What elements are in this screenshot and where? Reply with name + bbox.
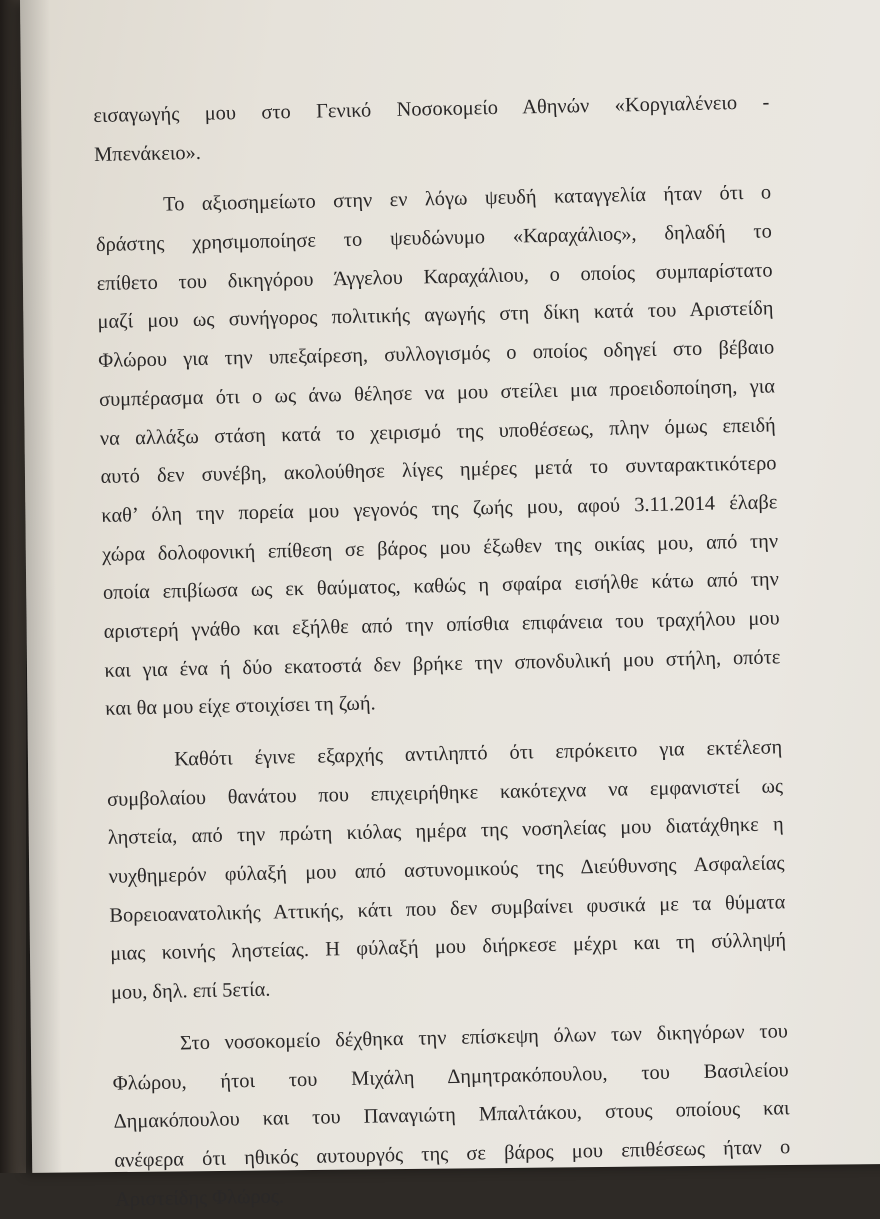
text-line: επίθετο του δικηγόρου Άγγελου Καραχάλιου, ο οποίος συμπαρίστατο [96, 259, 773, 295]
text-line: αυτό δεν συνέβη, ακολούθησε λίγες ημέρες μετά το συνταρακτικότερο [100, 452, 777, 489]
text-line: Φλώρου για την υπεξαίρεση, συλλογισμός ο οποίος οδηγεί στο βέβαιο [98, 336, 775, 373]
text-line: καθ’ όλη την πορεία μου γεγονός της ζωής μου, αφού 3.11.2014 έλαβε [101, 491, 778, 527]
text-line: μιας κοινής ληστείας. Η φύλαξή μου διήρκεσε μέχρι και τη σύλληψή [109, 929, 787, 966]
paragraph [112, 1012, 792, 1219]
text-line: Δημακόπουλου και του Παναγιώτη Μπαλτάκου, στους οποίους και [113, 1097, 790, 1133]
text-line: εισαγωγής μου στο Γενικό Νοσοκομείο Αθηνών «Κοργιαλένειο - [93, 91, 770, 127]
text-line: συμπέρασμα ότι ο ως άνω θέλησε να μου στείλει μια προειδοποίηση, για [98, 375, 776, 411]
text-line: Καθότι έγινε εξαρχής αντιληπτό ότι επρόκειτο για εκτέλεση [174, 736, 783, 771]
text-line: αριστερή γνάθο και εξήλθε από την οπίσθια επιφάνεια του τραχήλου μου [103, 607, 780, 643]
text-line: να αλλάξω στάση κατά το χειρισμό της υποθέσεως, πλην όμως επειδή [99, 413, 776, 450]
text-line: Βορειοανατολικής Αττικής, κάτι που δεν συμβαίνει φυσικά με τα θύματα [109, 891, 786, 927]
text-line: Φλώρου, ήτοι του Μιχάλη Δημητρακόπουλου, του Βασιλείου [112, 1058, 789, 1095]
text-line: δράστης χρησιμοποίησε το ψευδώνυμο «Καραχάλιος», δηλαδή το [95, 220, 773, 257]
text-line: ανέφερα ότι ηθικός αυτουργός της σε βάρος μου επιθέσεως ήταν ο [114, 1136, 791, 1172]
text-line: συμβολαίου θανάτου που επιχειρήθηκε κακότεχνα να εμφανιστεί ως [106, 774, 784, 811]
document-body [93, 83, 791, 1219]
page-shadow [20, 0, 62, 1173]
text-line: ληστεία, από την πρώτη κιόλας ημέρα της νοσηλείας μου διατάχθηκε η [107, 813, 784, 850]
text-line: μου, δηλ. επί 5ετία. [110, 978, 271, 1004]
paragraph [95, 174, 782, 729]
text-line: μαζί μου ως συνήγορος πολιτικής αγωγής στη δίκη κατά του Αριστείδη [97, 297, 774, 334]
text-line: Μπενάκειο». [93, 141, 202, 166]
text-line: Στο νοσοκομείο δέχθηκα την επίσκεψη όλων των δικηγόρων του [179, 1020, 789, 1055]
paragraph [106, 728, 787, 1012]
text-line: και θα μου είχε στοιχίσει τη ζωή. [105, 692, 376, 721]
text-line: οποία επιβίωσα ως εκ θαύματος, καθώς η σφαίρα εισήλθε κάτω από την [102, 568, 780, 605]
text-line: Το αξιοσημείωτο στην εν λόγω ψευδή καταγγελία ήταν ότι ο [162, 181, 772, 216]
text-line: Αριστείδης Φλώρος. [114, 1184, 285, 1211]
paragraph [93, 83, 770, 174]
text-line: και για ένα ή δύο εκατοστά δεν βρήκε την σπονδυλική μου στήλη, οπότε [104, 645, 781, 682]
text-line: νυχθημερόν φύλαξή μου από αστυνομικούς της Διεύθυνσης Ασφαλείας [108, 852, 785, 888]
text-line: χώρα δολοφονική επίθεση σε βάρος μου έξωθεν της οικίας μου, από την [101, 529, 779, 566]
